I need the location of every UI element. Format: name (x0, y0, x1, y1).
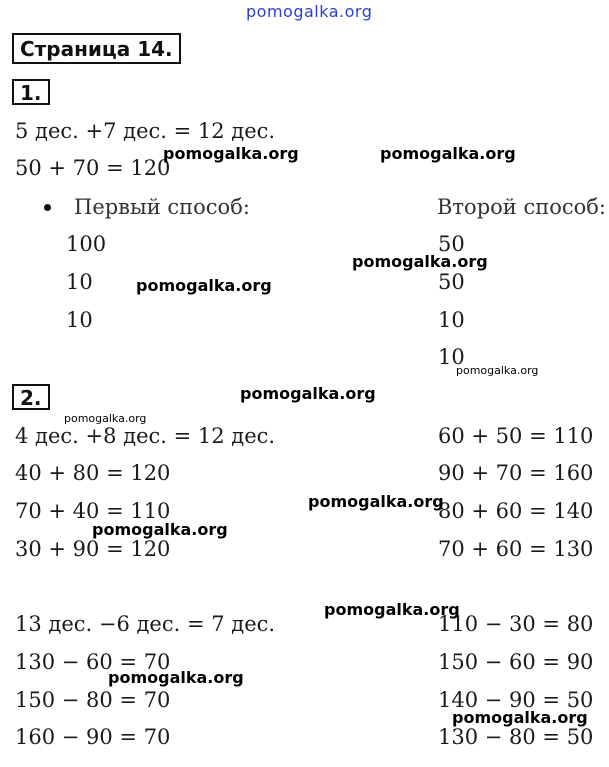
watermark-text: pomogalka.org (92, 520, 228, 539)
task-2-right-bottom-line: 140 − 90 = 50 (438, 688, 594, 712)
task-2-left-bottom-line: 160 − 90 = 70 (15, 725, 171, 749)
watermark-text: pomogalka.org (108, 668, 244, 687)
task-2-left-top-line: 30 + 90 = 120 (15, 537, 171, 561)
watermark-text: pomogalka.org (380, 144, 516, 163)
second-way-value: 10 (438, 345, 465, 369)
task-2-right-bottom-line: 110 − 30 = 80 (438, 612, 594, 636)
task-2-left-bottom-line: 150 − 80 = 70 (15, 688, 171, 712)
watermark-text: pomogalka.org (136, 276, 272, 295)
task-2-right-top-line: 70 + 60 = 130 (438, 537, 594, 561)
watermark-text: pomogalka.org (452, 708, 588, 727)
watermark-text: pomogalka.org (352, 252, 488, 271)
page-title: Страница 14. (12, 33, 181, 64)
first-way-value: 10 (66, 308, 93, 332)
task-2-left-top-line: 4 дес. +8 дес. = 12 дес. (15, 424, 276, 448)
watermark-text: pomogalka.org (324, 600, 460, 619)
task-2-right-bottom-line: 150 − 60 = 90 (438, 650, 594, 674)
task-2-left-top-line: 70 + 40 = 110 (15, 499, 171, 523)
second-way-label: Второй способ: (437, 195, 606, 219)
first-way-value: 100 (66, 232, 107, 256)
task-2-right-top-line: 60 + 50 = 110 (438, 424, 594, 448)
second-way-value: 50 (438, 270, 465, 294)
task-2-left-bottom-line: 13 дес. −6 дес. = 7 дес. (15, 612, 276, 636)
task-2-number: 2. (12, 384, 50, 410)
watermark-text: pomogalka.org (240, 384, 376, 403)
second-way-value: 10 (438, 308, 465, 332)
task-1-line-1: 5 дес. +7 дес. = 12 дес. (15, 119, 276, 143)
task-1-line-2: 50 + 70 = 120 (15, 156, 171, 180)
bullet-icon (44, 204, 51, 211)
task-2-left-top-line: 40 + 80 = 120 (15, 461, 171, 485)
site-header-link[interactable]: pomogalka.org (246, 2, 373, 21)
watermark-text: pomogalka.org (163, 144, 299, 163)
first-way-value: 10 (66, 270, 93, 294)
task-2-right-top-line: 80 + 60 = 140 (438, 499, 594, 523)
watermark-text: pomogalka.org (456, 364, 539, 377)
watermark-text: pomogalka.org (308, 492, 444, 511)
watermark-text: pomogalka.org (64, 412, 147, 425)
task-1-number: 1. (12, 79, 50, 105)
task-2-right-top-line: 90 + 70 = 160 (438, 461, 594, 485)
task-2-right-bottom-line: 130 − 80 = 50 (438, 725, 594, 749)
first-way-label: Первый способ: (74, 195, 250, 219)
second-way-value: 50 (438, 232, 465, 256)
task-2-left-bottom-line: 130 − 60 = 70 (15, 650, 171, 674)
